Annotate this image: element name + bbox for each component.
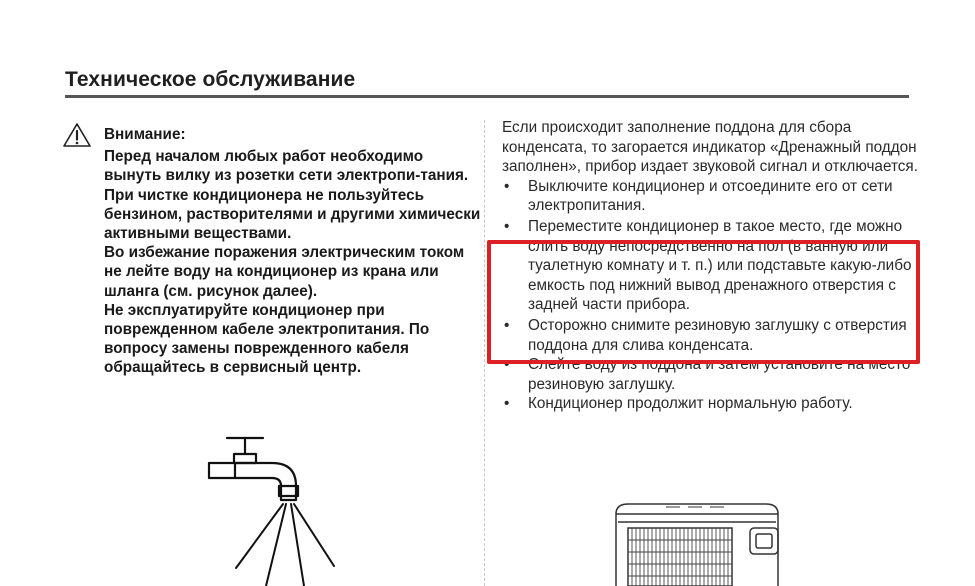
title-underline bbox=[65, 95, 909, 98]
step-text: Выключите кондиционер и отсоедините его от сети электропитания. bbox=[528, 177, 893, 215]
bullet: • bbox=[504, 217, 510, 235]
faucet-spray-illustration bbox=[200, 434, 340, 586]
warning-heading: Внимание: bbox=[104, 126, 186, 143]
list-item bbox=[502, 394, 922, 414]
warning-triangle-icon bbox=[62, 122, 92, 148]
warning-block bbox=[104, 125, 484, 378]
section-title: Техническое обслуживание bbox=[65, 68, 356, 91]
air-conditioner-illustration bbox=[606, 500, 788, 586]
step-text: Слейте воду из поддона и затем установите на место резиновую заглушку. bbox=[528, 356, 911, 393]
step-text: Кондиционер продолжит нормальную работу. bbox=[528, 395, 853, 413]
warning-paragraph: При чистке кондиционера не пользуйтесь бензином, растворителями и другими химически активными веществами. bbox=[104, 186, 481, 243]
bullet: • bbox=[504, 395, 510, 413]
list-item bbox=[502, 177, 922, 216]
bullet: • bbox=[504, 356, 510, 374]
step-text: Переместите кондиционер в такое место, где можно слить воду непосредственно на пол (в ванную или туалетную комнату и т. п.) или подставьте какую-либо емкость под нижний вывод дренажного отверстия с задней части прибора. bbox=[528, 217, 912, 314]
step-text: Осторожно снимите резиновую заглушку с отверстия поддона для слива конденсата. bbox=[528, 316, 907, 354]
bullet: • bbox=[504, 316, 510, 334]
instructions-intro: Если происходит заполнение поддона для сбора конденсата, то загорается индикатор «Дренажный поддон заполнен», прибор издает звуковой сигнал и отключается. bbox=[502, 119, 918, 176]
bullet: • bbox=[504, 177, 510, 195]
warning-paragraph: Во избежание поражения электрическим током не лейте воду на кондиционер из крана или шланга (см. рисунок далее). bbox=[104, 244, 465, 300]
column-divider bbox=[484, 120, 486, 586]
highlight-frame bbox=[487, 240, 920, 364]
warning-paragraph: Не эксплуатируйте кондиционер при поврежденном кабеле электропитания. По вопросу замены поврежденного кабеля обращайтесь в сервисный центр. bbox=[104, 301, 430, 377]
warning-paragraph: Перед началом любых работ необходимо вынуть вилку из розетки сети электропи-тания. bbox=[104, 148, 469, 185]
